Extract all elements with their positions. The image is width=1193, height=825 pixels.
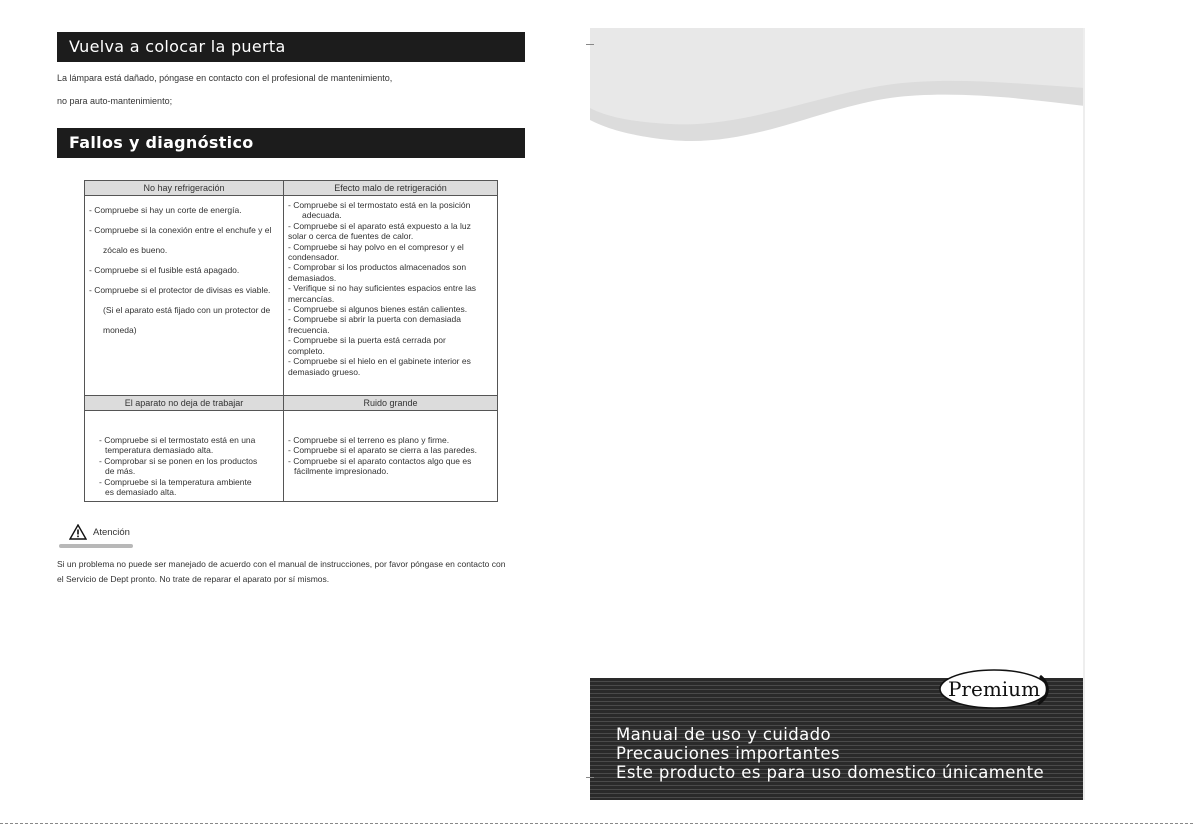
list-item: zócalo es bueno.: [103, 245, 168, 255]
list-item: - Compruebe si el aparato está expuesto a la luz: [288, 220, 471, 231]
list-item: completo.: [288, 345, 325, 356]
list-item: - Compruebe si abrir la puerta con demasiada: [288, 314, 461, 325]
list-item: mercancías.: [288, 293, 335, 304]
cover-titles: [616, 725, 1044, 782]
crop-mark: [586, 777, 594, 778]
left-page: [0, 0, 560, 825]
list-no-cooling: [85, 196, 283, 344]
list-item: demasiado grueso.: [288, 366, 361, 377]
list-item: - Compruebe si el terreno es plano y firme.: [288, 435, 450, 445]
list-item: - Compruebe si el hielo en el gabinete interior es: [288, 356, 471, 367]
cell-no-cooling: [85, 196, 284, 396]
list-item: fácilmente impresionado.: [294, 466, 389, 477]
bottom-dashed-rule: [0, 823, 1193, 824]
cell-poor-cooling: [284, 196, 498, 396]
list-item: moneda): [103, 325, 137, 335]
list-item: es demasiado alta.: [105, 487, 177, 498]
section-title-diagnosis: Fallos y diagnóstico: [57, 128, 525, 158]
cover-right-edge: [1083, 28, 1085, 800]
list-item: - Compruebe si la conexión entre el enchufe y el: [89, 225, 272, 235]
list-item: - Compruebe si el termostato está en una: [99, 435, 256, 445]
list-item: - Comprobar si se ponen en los productos: [99, 455, 258, 466]
replace-door-text-2: no para auto-mantenimiento;: [57, 96, 173, 106]
warning-underline: [59, 544, 133, 548]
warning-label: Atención: [93, 527, 130, 538]
crop-mark: [586, 44, 594, 45]
list-item: demasiados.: [288, 272, 337, 283]
header-loud-noise: Ruido grande: [284, 396, 498, 411]
list-item: - Comprobar si los productos almacenados son: [288, 262, 467, 273]
cover-line-precautions: Precauciones importantes: [616, 744, 840, 763]
list-item: frecuencia.: [288, 324, 330, 335]
header-no-cooling: No hay refrigeración: [85, 181, 284, 196]
cell-keeps-running: [85, 411, 284, 502]
list-item: - Compruebe si la temperatura ambiente: [99, 476, 252, 487]
premium-logo: [938, 668, 1050, 710]
list-item: - Verifique si no hay suficientes espacios entre las: [288, 283, 477, 294]
list-item: solar o cerca de fuentes de calor.: [288, 231, 414, 242]
cover-line-domestic-use: Este producto es para uso domestico únicamente: [616, 763, 1045, 782]
list-item: - Compruebe si el termostato está en la posición: [288, 200, 471, 210]
list-item: - Compruebe si el aparato contactos algo que es: [288, 455, 472, 466]
list-item: - Compruebe si hay polvo en el compresor y el: [288, 241, 464, 252]
list-keeps-running: [85, 431, 283, 501]
list-item: - Compruebe si la puerta está cerrada por: [288, 335, 446, 346]
cover-page: [590, 28, 1085, 800]
cover-line-manual: Manual de uso y cuidado: [616, 725, 831, 744]
list-poor-cooling: [284, 196, 497, 381]
list-item: de más.: [105, 466, 136, 477]
logo-text: Premium: [947, 677, 1041, 701]
list-item: - Compruebe si algunos bienes están calientes.: [288, 304, 468, 315]
list-item: - Compruebe si el protector de divisas es viable.: [89, 285, 271, 295]
header-poor-cooling: Efecto malo de retrigeración: [284, 181, 498, 196]
section-title-replace-door: Vuelva a colocar la puerta: [57, 32, 525, 62]
diagnosis-table: [84, 180, 498, 502]
header-keeps-running: El aparato no deja de trabajar: [85, 396, 284, 411]
list-item: - Compruebe si hay un corte de energía.: [89, 205, 242, 215]
warning-text: Si un problema no puede ser manejado de acuerdo con el manual de instrucciones, por favor póngase en contacto con el Servicio de Dept pronto. No trate de reparar el aparato por sí mismos.: [57, 559, 506, 584]
list-loud-noise: [284, 431, 497, 481]
replace-door-text-1: La lámpara está dañado, póngase en contacto con el profesional de mantenimiento,: [57, 73, 393, 83]
warning-triangle-icon: [69, 524, 87, 540]
cell-loud-noise: [284, 411, 498, 502]
cover-wave-graphic: [590, 28, 1085, 168]
list-item: - Compruebe si el fusible está apagado.: [89, 265, 240, 275]
list-item: (Si el aparato está fijado con un protector de: [103, 305, 271, 315]
list-item: adecuada.: [302, 210, 342, 221]
list-item: temperatura demasiado alta.: [105, 445, 214, 456]
list-item: condensador.: [288, 252, 340, 263]
list-item: - Compruebe si el aparato se cierra a las paredes.: [288, 445, 477, 456]
